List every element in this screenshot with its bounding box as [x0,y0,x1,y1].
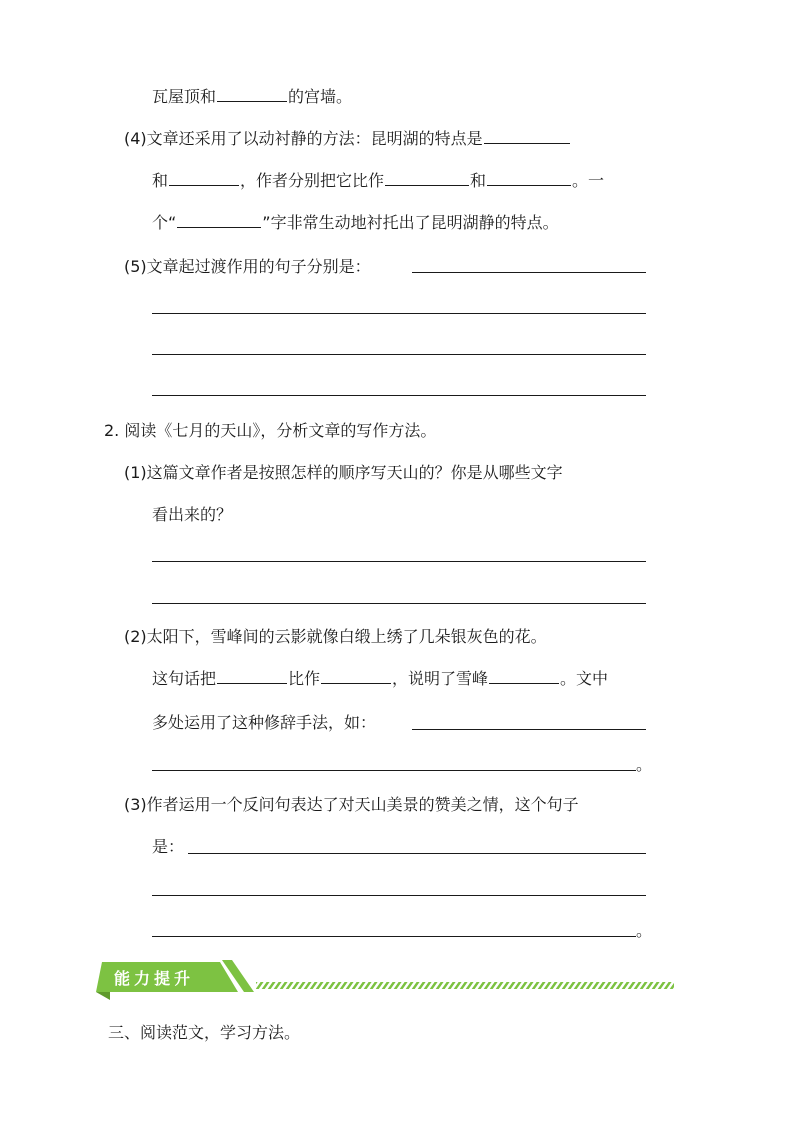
answer-blank[interactable] [217,87,287,102]
q2-p3-line-2: 是： [152,837,185,856]
answer-line[interactable] [152,895,646,896]
q2-title: 2. 阅读《七月的天山》，分析文章的写作方法。 [104,421,437,440]
q1-line-1: 瓦屋顶和 的宫墙。 [152,87,353,106]
q1-p5-line-1: (5)文章起过渡作用的句子分别是： [124,257,371,276]
answer-line[interactable] [152,603,646,604]
q2-p1-line-2: 看出来的？ [152,505,233,524]
banner-label: 能力提升 [114,969,195,988]
answer-line[interactable] [152,354,646,355]
answer-blank[interactable] [487,171,571,186]
q1-p4-line-1: (4)文章还采用了以动衬静的方法：昆明湖的特点是 [124,128,571,150]
answer-line[interactable] [152,395,646,396]
section-3-title: 三、阅读范文，学习方法。 [108,1023,301,1042]
answer-blank[interactable] [177,213,261,228]
answer-line[interactable] [412,729,646,730]
q1-p4-line-3: 个“ ”字非常生动地衬托出了昆明湖静的特点。 [152,213,559,232]
q2-p1-line-1: (1)这篇文章作者是按照怎样的顺序写天山的？你是从哪些文字 [124,463,563,482]
answer-line[interactable] [188,853,646,854]
answer-line[interactable] [152,770,636,771]
banner-stripes [256,982,674,989]
answer-blank[interactable] [489,669,559,684]
q2-p3-line-1: (3)作者运用一个反问句表达了对天山美景的赞美之情，这个句子 [124,795,579,814]
banner-fold [96,992,110,1000]
q1-p4-line-2: 和 ，作者分别把它比作 和 。一 [152,171,605,190]
answer-blank[interactable] [321,669,391,684]
answer-line[interactable] [152,313,646,314]
answer-line[interactable] [152,561,646,562]
answer-blank[interactable] [385,171,469,186]
answer-blank[interactable] [217,669,287,684]
q2-p2-line-3: 多处运用了这种修辞手法，如： [152,713,377,732]
answer-line[interactable] [152,936,636,937]
answer-line[interactable] [412,272,646,273]
q2-p2-line-2: 这句话把 比作 ，说明了雪峰 。文中 [152,669,609,688]
answer-blank[interactable] [169,171,239,186]
section-banner [96,960,676,1000]
q2-p2-period: 。 [636,755,653,774]
q2-p2-line-1: (2)太阳下，雪峰间的云影就像白缎上绣了几朵银灰色的花。 [124,627,547,646]
answer-blank[interactable] [484,129,570,144]
q2-p3-period: 。 [636,921,653,940]
